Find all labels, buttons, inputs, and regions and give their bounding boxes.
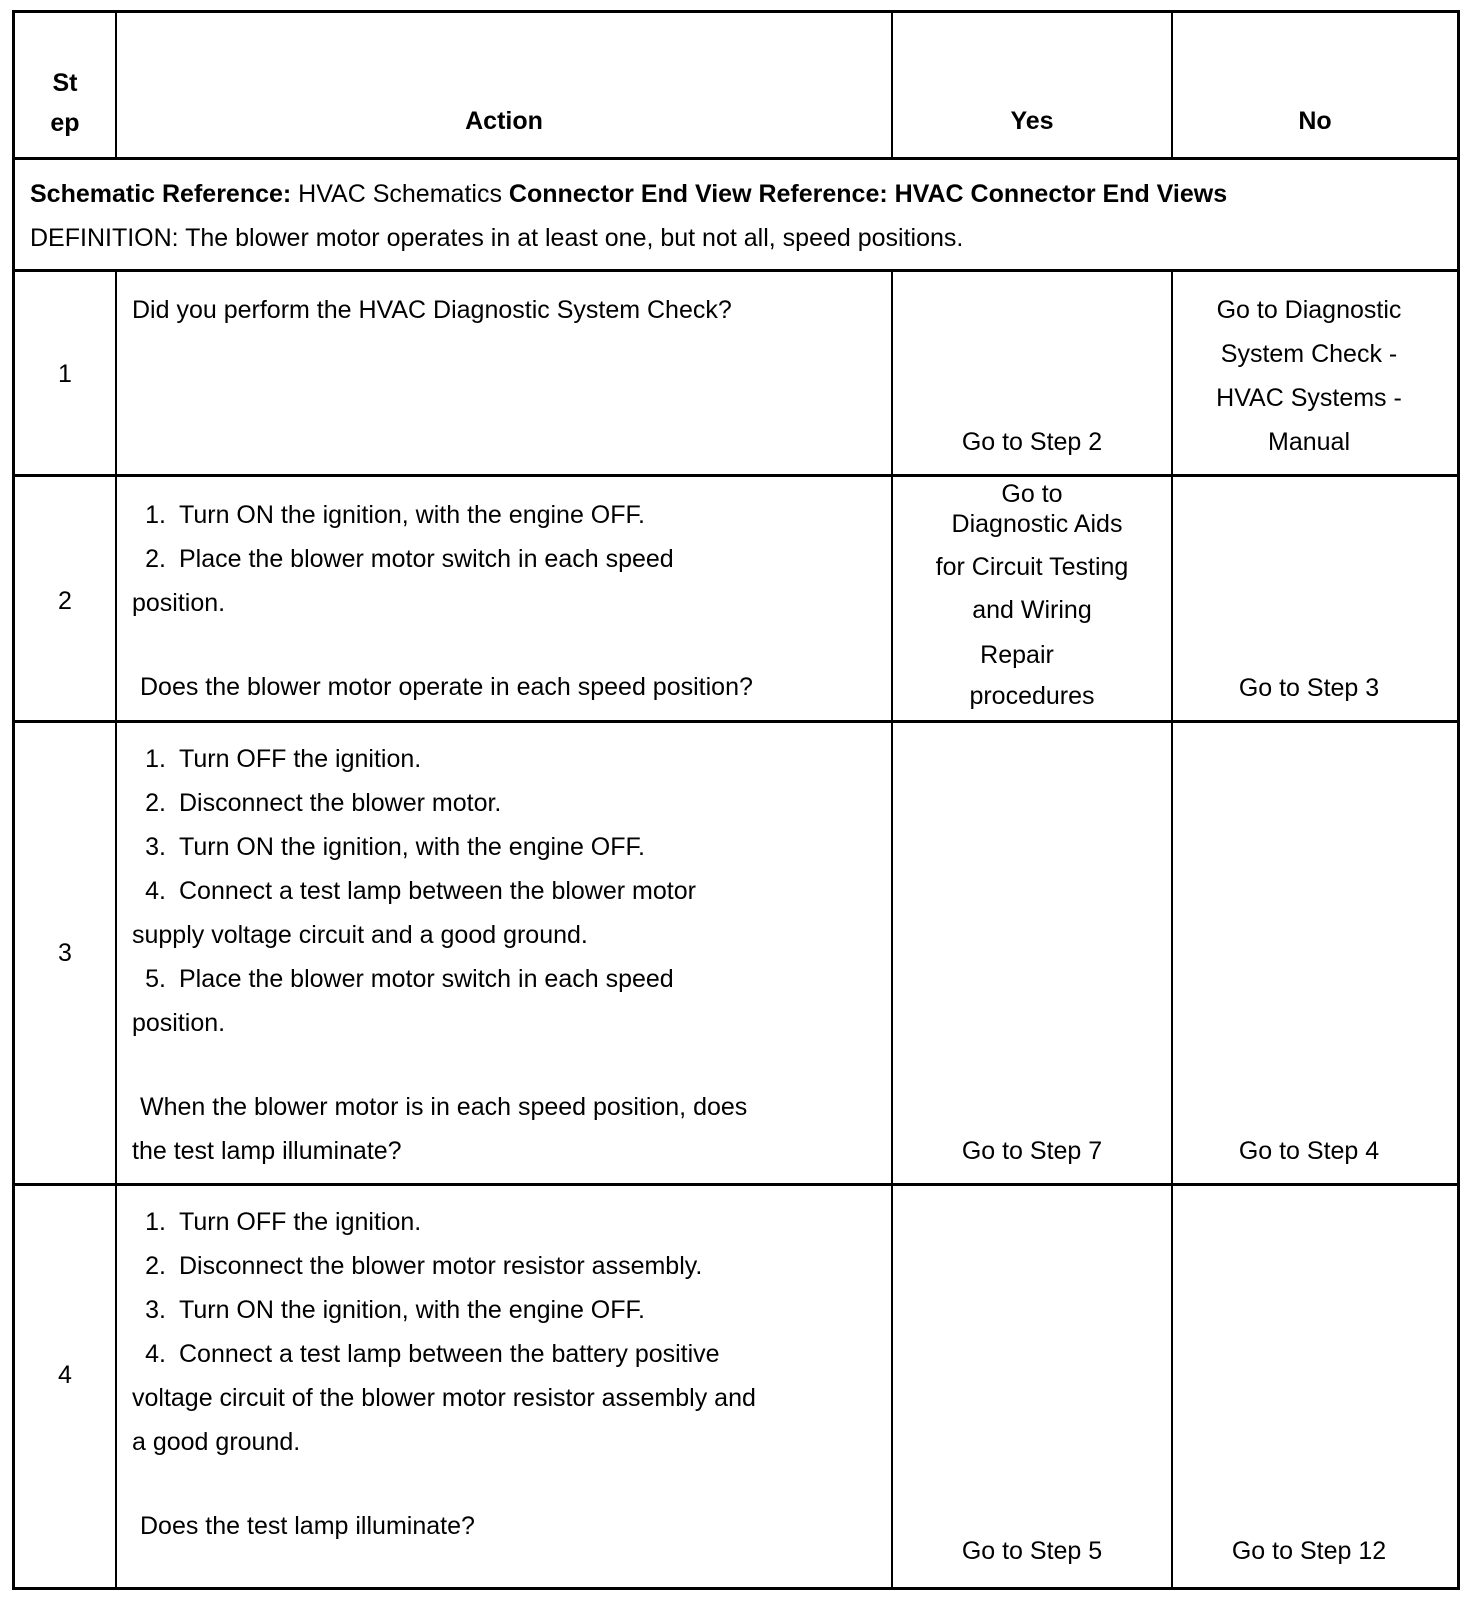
list-item-continuation: a good ground. — [132, 1428, 301, 1456]
step-number: 1 — [58, 360, 72, 388]
definition-text: DEFINITION: The blower motor operates in at least one, but not all, speed positions. — [30, 224, 964, 252]
no-link[interactable] — [1161, 288, 1457, 464]
step-cell — [15, 1186, 117, 1587]
yes-line: for Circuit Testing — [935, 553, 1129, 581]
no-cell — [1173, 477, 1457, 720]
step-cell — [15, 272, 117, 474]
diagnostic-table — [12, 10, 1460, 1590]
table-row — [12, 474, 1460, 720]
list-item-continuation: voltage circuit of the blower motor resistor assembly and — [132, 1384, 756, 1412]
no-cell — [1173, 723, 1457, 1183]
header-step-line2: ep — [50, 109, 80, 137]
no-line: HVAC Systems - — [1216, 384, 1402, 412]
header-no-cell — [1173, 13, 1457, 157]
schematic-reference-label: Schematic Reference: — [30, 180, 292, 208]
yes-line: procedures — [969, 682, 1095, 710]
yes-line: Diagnostic Aids — [951, 510, 1123, 538]
action-question: Does the test lamp illuminate? — [140, 1512, 475, 1540]
step-number: 3 — [58, 939, 72, 967]
list-item-continuation: supply voltage circuit and a good ground. — [132, 921, 588, 949]
step-number: 4 — [58, 1361, 72, 1389]
list-item: 1. Turn OFF the ignition. — [145, 1208, 422, 1236]
no-link[interactable]: Go to Step 12 — [1231, 1537, 1387, 1565]
header-no: No — [1298, 107, 1332, 135]
list-item: 4. Connect a test lamp between the battery positive — [145, 1340, 720, 1368]
header-step — [15, 63, 115, 143]
yes-line: and Wiring — [972, 596, 1092, 624]
list-item: 1. Turn OFF the ignition. — [145, 745, 422, 773]
step-cell — [15, 477, 117, 720]
no-link[interactable]: Go to Step 4 — [1238, 1137, 1380, 1165]
list-item: 2. Place the blower motor switch in each speed — [145, 545, 674, 573]
header-yes: Yes — [1010, 107, 1054, 135]
step-cell — [15, 723, 117, 1183]
action-text — [132, 1200, 871, 1548]
no-link[interactable]: Go to Step 3 — [1238, 674, 1380, 702]
yes-link[interactable]: Go to Step 2 — [961, 428, 1103, 456]
yes-cell — [893, 723, 1173, 1183]
reference-row — [12, 157, 1460, 269]
yes-cell — [893, 477, 1173, 720]
no-line: System Check - — [1220, 340, 1398, 368]
list-item: 3. Turn ON the ignition, with the engine OFF. — [145, 833, 645, 861]
table-row — [12, 269, 1460, 474]
yes-link[interactable]: Go to Step 5 — [961, 1537, 1103, 1565]
yes-link[interactable]: Go to Step 7 — [961, 1137, 1103, 1165]
table-row — [12, 720, 1460, 1183]
action-text — [132, 493, 871, 709]
table-header-row — [12, 10, 1460, 157]
no-line: Go to Diagnostic — [1216, 296, 1402, 324]
header-step-cell — [15, 13, 117, 157]
yes-line: Repair — [980, 641, 1054, 669]
list-item: 4. Connect a test lamp between the blower motor — [145, 877, 696, 905]
action-question: When the blower motor is in each speed position, does — [140, 1093, 748, 1121]
action-cell — [117, 477, 893, 720]
header-action-cell — [117, 13, 893, 157]
list-item-continuation: position. — [132, 1009, 226, 1037]
action-text — [132, 737, 871, 1173]
schematic-reference-value: HVAC Schematics — [291, 180, 509, 208]
header-yes-cell — [893, 13, 1173, 157]
reference-line — [30, 172, 1227, 216]
list-item: 2. Disconnect the blower motor. — [145, 789, 502, 817]
list-item: 1. Turn ON the ignition, with the engine OFF. — [145, 501, 645, 529]
table-row — [12, 1183, 1460, 1590]
list-item: 2. Disconnect the blower motor resistor assembly. — [145, 1252, 703, 1280]
yes-link[interactable] — [893, 477, 1171, 714]
header-step-line1: St — [52, 69, 78, 97]
yes-line: Go to — [1001, 480, 1063, 508]
list-item: 3. Turn ON the ignition, with the engine OFF. — [145, 1296, 645, 1324]
header-action: Action — [465, 107, 543, 135]
no-cell — [1173, 272, 1457, 474]
list-item-continuation: position. — [132, 589, 226, 617]
action-question-continuation: the test lamp illuminate? — [132, 1137, 402, 1165]
no-cell — [1173, 1186, 1457, 1587]
connector-reference: Connector End View Reference: HVAC Connector End Views — [508, 180, 1228, 208]
list-item: 5. Place the blower motor switch in each speed — [145, 965, 674, 993]
action-cell — [117, 272, 893, 474]
step-number: 2 — [58, 587, 72, 615]
no-line: Manual — [1268, 428, 1350, 456]
yes-cell — [893, 272, 1173, 474]
action-question: Does the blower motor operate in each speed position? — [140, 673, 753, 701]
yes-cell — [893, 1186, 1173, 1587]
action-cell — [117, 723, 893, 1183]
action-question: Did you perform the HVAC Diagnostic System Check? — [132, 296, 732, 324]
action-cell — [117, 1186, 893, 1587]
action-text — [132, 288, 871, 332]
